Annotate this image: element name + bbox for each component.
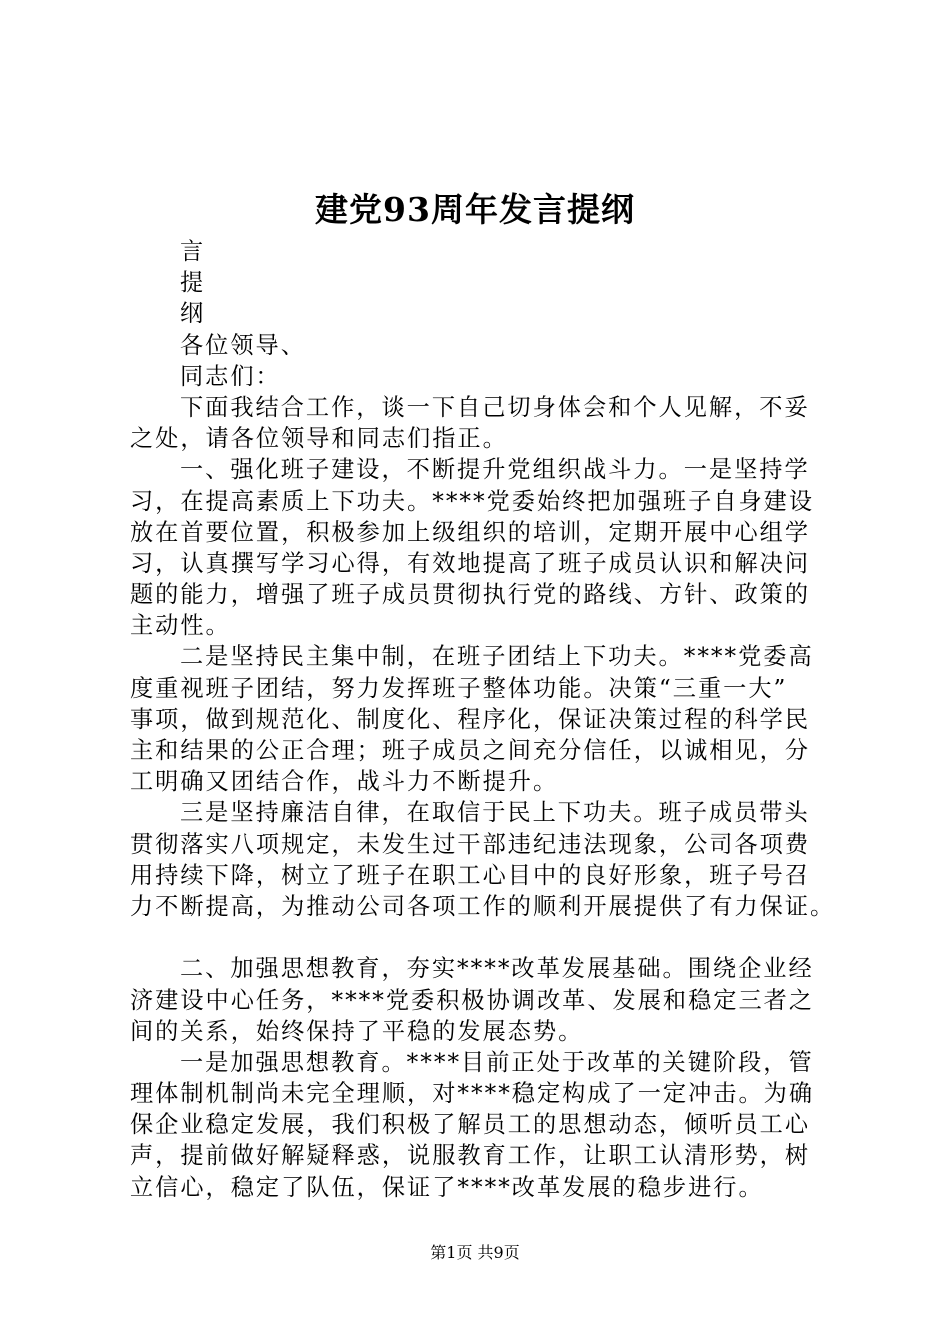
body-line (130, 922, 830, 953)
body-line: 习，认真撰写学习心得，有效地提高了班子成员认识和解决问 (130, 549, 811, 577)
body-line: 三是坚持廉洁自律，在取信于民上下功夫。班子成员带头 (180, 799, 810, 827)
body-line: 度重视班子团结，努力发挥班子整体功能。决策“三重一大” (130, 674, 788, 702)
body-line: 题的能力，增强了班子成员贯彻执行党的路线、方针、政策的 (130, 581, 811, 609)
document-body (130, 236, 836, 1203)
body-line: 言 (180, 238, 206, 265)
body-line: 声，提前做好解疑释惑，说服教育工作，让职工认清形势，树 (130, 1142, 811, 1170)
body-line: 用持续下降，树立了班子在职工心目中的良好形象，班子号召 (130, 861, 811, 889)
body-line: 下面我结合工作，谈一下自己切身体会和个人见解，不妥 (180, 393, 810, 421)
body-line: 各位领导、 (180, 331, 306, 359)
body-line: 间的关系，始终保持了平稳的发展态势。 (130, 1017, 584, 1045)
document-title: 建党93周年发言提纲 (315, 190, 635, 229)
body-line: 放在首要位置，积极参加上级组织的培训，定期开展中心组学 (130, 518, 811, 546)
body-line: 贯彻落实八项规定，未发生过干部违纪违法现象，公司各项费 (130, 830, 811, 858)
body-line: 习，在提高素质上下功夫。****党委始终把加强班子自身建设 (130, 487, 815, 515)
body-line: 主动性。 (130, 612, 231, 640)
body-line: 保企业稳定发展，我们积极了解员工的思想动态，倾听员工心 (130, 1111, 811, 1139)
body-line: 主和结果的公正合理；班子成员之间充分信任，以诚相见，分 (130, 737, 811, 764)
body-line: 同志们： (180, 362, 281, 390)
body-line: 纲 (180, 300, 206, 328)
body-line: 提 (180, 269, 206, 297)
body-line: 理体制机制尚未完全理顺，对****稳定构成了一定冲击。为确 (130, 1080, 815, 1108)
body-line: 事项，做到规范化、制度化、程序化，保证决策过程的科学民 (130, 705, 811, 733)
body-line: 立信心，稳定了队伍，保证了****改革发展的稳步进行。 (130, 1173, 764, 1201)
page-footer: 第1页 共9页 (430, 1243, 520, 1262)
body-line: 之处，请各位领导和同志们指正。 (130, 425, 508, 453)
body-line: 二是坚持民主集中制，在班子团结上下功夫。****党委高 (180, 643, 814, 671)
body-line: 一是加强思想教育。****目前正处于改革的关键阶段，管 (180, 1048, 814, 1076)
body-line: 二、加强思想教育，夯实****改革发展基础。围绕企业经 (180, 955, 814, 983)
body-line: 工明确又团结合作，战斗力不断提升。 (130, 768, 559, 796)
body-line: 力不断提高，为推动公司各项工作的顺利开展提供了有力保证。 (130, 892, 836, 920)
body-line: 济建设中心任务，****党委积极协调改革、发展和稳定三者之 (130, 986, 815, 1014)
body-line: 一、强化班子建设，不断提升党组织战斗力。一是坚持学 (180, 456, 810, 484)
